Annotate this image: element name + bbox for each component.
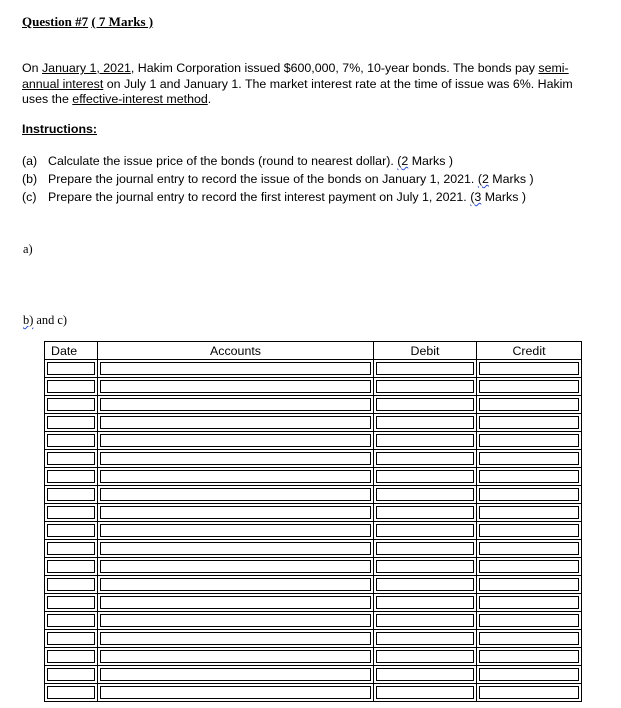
- date-cell-input[interactable]: [47, 614, 95, 627]
- journal-row: [45, 396, 582, 414]
- date-cell[interactable]: [45, 666, 98, 684]
- accounts-cell-input[interactable]: [100, 668, 371, 681]
- date-cell[interactable]: [45, 576, 98, 594]
- accounts-cell[interactable]: [98, 360, 374, 378]
- debit-cell[interactable]: [374, 576, 477, 594]
- accounts-cell[interactable]: [98, 504, 374, 522]
- date-cell[interactable]: [45, 486, 98, 504]
- journal-row: [45, 486, 582, 504]
- credit-cell[interactable]: [477, 648, 582, 666]
- date-cell[interactable]: [45, 468, 98, 486]
- date-cell[interactable]: [45, 684, 98, 702]
- accounts-cell-input[interactable]: [100, 380, 371, 393]
- accounts-cell-input[interactable]: [100, 362, 371, 375]
- date-cell-input[interactable]: [47, 380, 95, 393]
- date-cell-input[interactable]: [47, 434, 95, 447]
- debit-cell[interactable]: [374, 486, 477, 504]
- accounts-cell-input[interactable]: [100, 398, 371, 411]
- credit-cell[interactable]: [477, 468, 582, 486]
- credit-cell[interactable]: [477, 522, 582, 540]
- debit-cell[interactable]: [374, 378, 477, 396]
- date-cell-input[interactable]: [47, 596, 95, 609]
- credit-cell[interactable]: [477, 576, 582, 594]
- debit-cell-input[interactable]: [376, 362, 474, 375]
- date-cell[interactable]: [45, 396, 98, 414]
- question-marks: ( 7 Marks ): [91, 14, 154, 29]
- date-cell[interactable]: [45, 540, 98, 558]
- credit-cell[interactable]: [477, 450, 582, 468]
- journal-row: [45, 666, 582, 684]
- accounts-cell[interactable]: [98, 396, 374, 414]
- accounts-cell[interactable]: [98, 594, 374, 612]
- journal-row: [45, 504, 582, 522]
- debit-cell[interactable]: [374, 666, 477, 684]
- credit-cell[interactable]: [477, 540, 582, 558]
- journal-row: [45, 360, 582, 378]
- credit-cell[interactable]: [477, 486, 582, 504]
- date-cell-input[interactable]: [47, 668, 95, 681]
- debit-cell[interactable]: [374, 558, 477, 576]
- date-cell[interactable]: [45, 504, 98, 522]
- accounts-cell-input[interactable]: [100, 470, 371, 483]
- accounts-cell-input[interactable]: [100, 506, 371, 519]
- date-cell[interactable]: [45, 432, 98, 450]
- debit-cell[interactable]: [374, 684, 477, 702]
- credit-cell[interactable]: [477, 432, 582, 450]
- accounts-cell[interactable]: [98, 612, 374, 630]
- date-cell-input[interactable]: [47, 488, 95, 501]
- accounts-cell-input[interactable]: [100, 596, 371, 609]
- accounts-cell[interactable]: [98, 630, 374, 648]
- date-cell[interactable]: [45, 360, 98, 378]
- credit-cell-input[interactable]: [479, 578, 579, 591]
- debit-cell[interactable]: [374, 594, 477, 612]
- instruction-a: (a) Calculate the issue price of the bonds (round to nearest dollar). (2 Marks ): [22, 154, 453, 168]
- debit-cell-input[interactable]: [376, 560, 474, 573]
- debit-cell[interactable]: [374, 612, 477, 630]
- debit-cell-input[interactable]: [376, 470, 474, 483]
- accounts-cell[interactable]: [98, 486, 374, 504]
- journal-row: [45, 522, 582, 540]
- credit-cell[interactable]: [477, 360, 582, 378]
- credit-cell[interactable]: [477, 630, 582, 648]
- accounts-cell-input[interactable]: [100, 578, 371, 591]
- credit-cell-input[interactable]: [479, 362, 579, 375]
- part-bc-label: b) and c): [23, 313, 68, 327]
- credit-cell-input[interactable]: [479, 542, 579, 555]
- debit-cell-input[interactable]: [376, 416, 474, 429]
- header-accounts: Accounts: [98, 342, 374, 360]
- date-cell-input[interactable]: [47, 632, 95, 645]
- credit-cell[interactable]: [477, 504, 582, 522]
- debit-cell-input[interactable]: [376, 452, 474, 465]
- date-cell[interactable]: [45, 612, 98, 630]
- accounts-cell[interactable]: [98, 666, 374, 684]
- accounts-cell-input[interactable]: [100, 452, 371, 465]
- journal-row: [45, 594, 582, 612]
- date-cell-input[interactable]: [47, 650, 95, 663]
- debit-cell-input[interactable]: [376, 506, 474, 519]
- debit-cell[interactable]: [374, 396, 477, 414]
- accounts-cell[interactable]: [98, 450, 374, 468]
- date-cell-input[interactable]: [47, 686, 95, 699]
- credit-cell-input[interactable]: [479, 596, 579, 609]
- credit-cell-input[interactable]: [479, 434, 579, 447]
- debit-cell[interactable]: [374, 450, 477, 468]
- accounts-cell[interactable]: [98, 684, 374, 702]
- accounts-cell[interactable]: [98, 468, 374, 486]
- date-cell[interactable]: [45, 378, 98, 396]
- journal-row: [45, 468, 582, 486]
- date-cell-input[interactable]: [47, 398, 95, 411]
- accounts-cell-input[interactable]: [100, 560, 371, 573]
- credit-cell-input[interactable]: [479, 686, 579, 699]
- question-title: Question #7: [22, 14, 89, 29]
- journal-row: [45, 684, 582, 702]
- debit-cell-input[interactable]: [376, 524, 474, 537]
- instructions-list: [22, 152, 534, 206]
- journal-row: [45, 378, 582, 396]
- journal-row: [45, 612, 582, 630]
- journal-row: [45, 648, 582, 666]
- date-cell[interactable]: [45, 630, 98, 648]
- credit-cell[interactable]: [477, 684, 582, 702]
- date-cell[interactable]: [45, 648, 98, 666]
- accounts-cell-input[interactable]: [100, 542, 371, 555]
- date-cell[interactable]: [45, 558, 98, 576]
- accounts-cell-input[interactable]: [100, 632, 371, 645]
- debit-cell[interactable]: [374, 648, 477, 666]
- date-cell[interactable]: [45, 450, 98, 468]
- journal-row: [45, 432, 582, 450]
- credit-cell-input[interactable]: [479, 488, 579, 501]
- credit-cell-input[interactable]: [479, 668, 579, 681]
- part-a-label: a): [23, 242, 33, 256]
- credit-cell[interactable]: [477, 396, 582, 414]
- debit-cell-input[interactable]: [376, 686, 474, 699]
- accounts-cell-input[interactable]: [100, 614, 371, 627]
- accounts-cell-input[interactable]: [100, 686, 371, 699]
- date-cell-input[interactable]: [47, 416, 95, 429]
- accounts-cell[interactable]: [98, 576, 374, 594]
- accounts-cell-input[interactable]: [100, 524, 371, 537]
- date-cell-input[interactable]: [47, 560, 95, 573]
- date-cell[interactable]: [45, 414, 98, 432]
- issue-date: January 1, 2021: [41, 61, 131, 75]
- credit-cell-input[interactable]: [479, 452, 579, 465]
- credit-cell-input[interactable]: [479, 524, 579, 537]
- debit-cell-input[interactable]: [376, 380, 474, 393]
- credit-cell-input[interactable]: [479, 614, 579, 627]
- instruction-c: (c) Prepare the journal entry to record the first interest payment on July 1, 2021. (3 Marks ): [22, 190, 526, 204]
- instructions-heading: Instructions:: [22, 122, 98, 136]
- debit-cell[interactable]: [374, 468, 477, 486]
- accounts-cell-input[interactable]: [100, 650, 371, 663]
- journal-row: [45, 576, 582, 594]
- credit-cell[interactable]: [477, 594, 582, 612]
- debit-cell[interactable]: [374, 414, 477, 432]
- debit-cell[interactable]: [374, 540, 477, 558]
- debit-cell-input[interactable]: [376, 596, 474, 609]
- date-cell[interactable]: [45, 594, 98, 612]
- credit-cell[interactable]: [477, 378, 582, 396]
- accounts-cell[interactable]: [98, 522, 374, 540]
- date-cell-input[interactable]: [47, 470, 95, 483]
- credit-cell-input[interactable]: [479, 560, 579, 573]
- date-cell[interactable]: [45, 522, 98, 540]
- debit-cell-input[interactable]: [376, 578, 474, 591]
- journal-entry-table: [44, 341, 582, 702]
- accounts-cell[interactable]: [98, 540, 374, 558]
- problem-paragraph: On January 1, 2021, Hakim Corporation issued $600,000, 7%, 10-year bonds. The bonds pay semi-annual interest on July 1 and January 1. The market interest rate at the time of issue was 6%. Hakim uses the effective-interest method.: [22, 61, 573, 106]
- accounts-cell-input[interactable]: [100, 416, 371, 429]
- debit-cell[interactable]: [374, 522, 477, 540]
- debit-cell-input[interactable]: [376, 668, 474, 681]
- credit-cell-input[interactable]: [479, 650, 579, 663]
- debit-cell[interactable]: [374, 432, 477, 450]
- debit-cell-input[interactable]: [376, 434, 474, 447]
- date-cell-input[interactable]: [47, 578, 95, 591]
- credit-cell[interactable]: [477, 666, 582, 684]
- credit-cell-input[interactable]: [479, 380, 579, 393]
- accounts-cell[interactable]: [98, 558, 374, 576]
- date-cell-input[interactable]: [47, 524, 95, 537]
- journal-header-row: [45, 342, 582, 360]
- debit-cell-input[interactable]: [376, 398, 474, 411]
- instruction-b: (b) Prepare the journal entry to record the issue of the bonds on January 1, 2021. (2 Marks ): [22, 172, 534, 186]
- journal-row: [45, 630, 582, 648]
- debit-cell-input[interactable]: [376, 614, 474, 627]
- debit-cell-input[interactable]: [376, 650, 474, 663]
- journal-row: [45, 414, 582, 432]
- header-debit: Debit: [374, 342, 477, 360]
- date-cell-input[interactable]: [47, 542, 95, 555]
- method-term: effective-interest method: [72, 92, 208, 106]
- credit-cell[interactable]: [477, 558, 582, 576]
- date-cell-input[interactable]: [47, 506, 95, 519]
- journal-row: [45, 450, 582, 468]
- debit-cell[interactable]: [374, 504, 477, 522]
- accounts-cell[interactable]: [98, 378, 374, 396]
- debit-cell-input[interactable]: [376, 542, 474, 555]
- debit-cell-input[interactable]: [376, 632, 474, 645]
- date-cell-input[interactable]: [47, 452, 95, 465]
- header-date: Date: [45, 342, 98, 360]
- journal-row: [45, 540, 582, 558]
- credit-cell-input[interactable]: [479, 398, 579, 411]
- accounts-cell[interactable]: [98, 432, 374, 450]
- debit-cell[interactable]: [374, 630, 477, 648]
- question-heading: [22, 14, 153, 30]
- debit-cell[interactable]: [374, 360, 477, 378]
- credit-cell[interactable]: [477, 612, 582, 630]
- date-cell-input[interactable]: [47, 362, 95, 375]
- accounts-cell[interactable]: [98, 648, 374, 666]
- credit-cell-input[interactable]: [479, 632, 579, 645]
- debit-cell-input[interactable]: [376, 488, 474, 501]
- accounts-cell-input[interactable]: [100, 488, 371, 501]
- accounts-cell[interactable]: [98, 414, 374, 432]
- journal-row: [45, 558, 582, 576]
- credit-cell[interactable]: [477, 414, 582, 432]
- credit-cell-input[interactable]: [479, 470, 579, 483]
- credit-cell-input[interactable]: [479, 506, 579, 519]
- accounts-cell-input[interactable]: [100, 434, 371, 447]
- semi-annual-term: semi-annual interest: [22, 61, 569, 91]
- credit-cell-input[interactable]: [479, 416, 579, 429]
- header-credit: Credit: [477, 342, 582, 360]
